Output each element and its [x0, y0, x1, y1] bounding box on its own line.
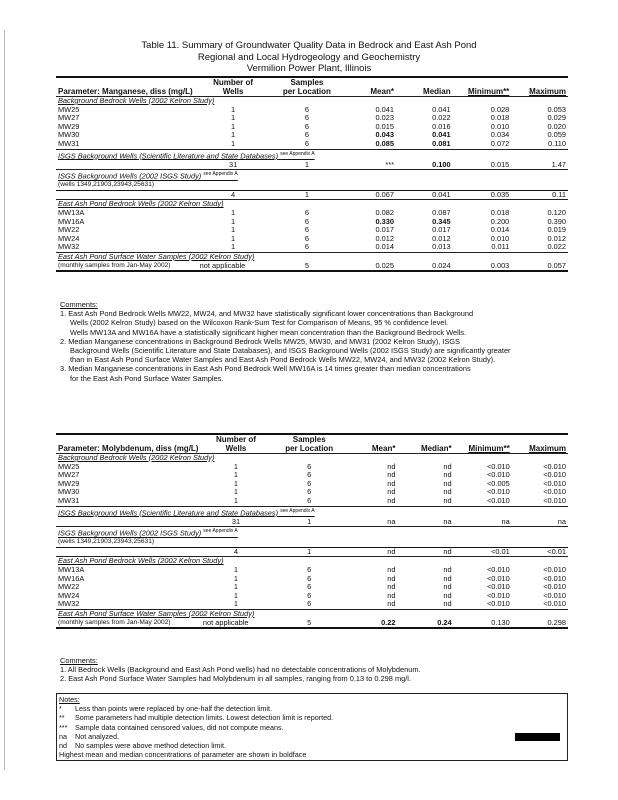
mean-value: 0.067: [375, 189, 394, 199]
well-id: MW22: [58, 225, 80, 235]
header-mean: Mean*: [370, 87, 394, 96]
well-id: MW30: [58, 487, 80, 497]
median-value: 0.345: [432, 216, 451, 226]
samples-count: 6: [307, 565, 312, 575]
mean-value: nd: [387, 461, 396, 471]
samples-count: 6: [304, 233, 309, 243]
median-value: 0.022: [432, 113, 451, 123]
parameter-label: Parameter: Molybdenum, diss (mg/L): [58, 444, 199, 453]
wells-count: 1: [231, 138, 236, 148]
mean-value: ***: [385, 159, 394, 169]
section-isgs-literature: [56, 149, 568, 161]
note-text: Not analyzed.: [75, 731, 119, 741]
mean-value: nd: [387, 565, 396, 575]
section-label: ISGS Background Wells (Scientific Literature and State Databases): [58, 151, 279, 161]
maximum-value: 0.110: [548, 138, 566, 148]
wells-count: 4: [231, 189, 236, 199]
mean-value: 0.041: [375, 104, 394, 114]
minimum-value: 0.028: [490, 104, 510, 114]
section-header: [56, 527, 568, 539]
well-id: MW32: [58, 599, 80, 609]
samples-count: 6: [304, 242, 309, 252]
samples-count: 6: [307, 461, 312, 471]
mean-value: nd: [387, 495, 396, 505]
median-value: 0.041: [432, 104, 451, 114]
header-median: Median: [423, 87, 451, 96]
mean-value: nd: [387, 470, 396, 480]
samples-count: 6: [307, 599, 312, 609]
maximum-value: <0.010: [543, 478, 566, 488]
median-value: 0.100: [432, 159, 451, 169]
appendix-reference: see Appendix A: [280, 150, 315, 157]
wells-count: 1: [233, 582, 239, 592]
manganese-comments: [60, 300, 580, 383]
well-id: MW30: [58, 130, 80, 140]
mean-value: 0.082: [375, 208, 394, 218]
note-1: [59, 704, 565, 713]
samples-count: 6: [307, 470, 312, 480]
section-surface-water: East Ash Pond Surface Water Samples (2002 Kelron Study): [56, 253, 568, 262]
median-value: 0.013: [432, 242, 451, 252]
minimum-value: <0.010: [486, 590, 510, 600]
section-label: ISGS Background Wells (2002 ISGS Study): [58, 528, 202, 538]
wells-count: 1: [231, 233, 236, 243]
samples-count: 6: [307, 582, 312, 592]
wells-count: 1: [233, 470, 239, 480]
maximum-value: <0.010: [543, 599, 566, 609]
well-id: MW24: [58, 233, 80, 243]
table-row: [56, 140, 568, 149]
samples-count: 6: [304, 138, 309, 148]
appendix-reference: see Appendix A: [280, 507, 315, 514]
minimum-value: 0.014: [490, 225, 510, 235]
well-id: [56, 518, 201, 527]
header-median: Median*: [420, 444, 452, 453]
maximum-value: <0.010: [543, 461, 566, 471]
comment-1: 1. All Bedrock Wells (Background and East Ash Pond wells) had no detectable concentrations of Molybdenum.: [60, 665, 421, 675]
wells-count: 1: [231, 208, 236, 218]
wells-count: 31: [228, 159, 238, 169]
appendix-reference: see Appendix A: [203, 528, 238, 535]
section-header: [56, 170, 568, 182]
section-label: ISGS Background Wells (2002 ISGS Study): [58, 171, 202, 181]
header-wells-2: Wells: [225, 444, 247, 453]
minimum-value: <0.010: [486, 565, 510, 575]
maximum-value: 0.020: [547, 121, 566, 131]
title-line-1: Table 11. Summary of Groundwater Quality Data in Bedrock and East Ash Pond: [141, 40, 477, 51]
minimum-value: <0.005: [486, 478, 510, 488]
note-2: [59, 713, 565, 722]
sampling-period: (monthly samples from Jan-May 2002): [58, 618, 171, 626]
notes-heading: Notes:: [59, 695, 80, 704]
samples-count: 6: [307, 573, 312, 583]
note-3: [59, 723, 565, 732]
median-value: 0.041: [432, 189, 451, 199]
mean-value: nd: [387, 599, 396, 609]
mean-value: nd: [387, 582, 396, 592]
header-row: [56, 434, 568, 444]
median-value: nd: [443, 478, 452, 488]
notes-box: [56, 693, 568, 761]
median-value: nd: [443, 546, 452, 556]
median-value: nd: [443, 470, 452, 480]
note-text: No samples were above method detection limit.: [75, 741, 227, 751]
maximum-value: 1.47: [551, 159, 566, 169]
median-value: 0.024: [432, 260, 451, 270]
comment-1: 1. East Ash Pond Bedrock Wells MW22, MW24, and MW32 have statistically significant lower concentrations than Background: [60, 309, 474, 319]
mean-value: 0.043: [375, 130, 394, 140]
maximum-value: 0.029: [547, 113, 566, 123]
header-samples-2: per Location: [282, 87, 331, 96]
wells-count: 1: [233, 573, 239, 583]
median-value: nd: [443, 565, 452, 575]
mean-value: nd: [387, 546, 396, 556]
samples-count: 1: [304, 189, 309, 199]
section-east-ash-pond-bedrock: East Ash Pond Bedrock Wells (2002 Kelron Study): [56, 200, 568, 209]
median-value: nd: [443, 487, 452, 497]
note-text: Some parameters had multiple detection limits. Lowest detection limit is reported.: [75, 713, 334, 723]
minimum-value: 0.018: [490, 208, 510, 218]
section-header: [56, 149, 568, 161]
table-row: [56, 161, 568, 170]
header-wells-2: Wells: [222, 87, 244, 96]
section-header: [56, 506, 568, 518]
minimum-value: <0.010: [486, 599, 510, 609]
molybdenum-table: [56, 433, 568, 629]
page-edge-line: [4, 30, 5, 770]
header-wells-1: Number of: [201, 434, 271, 444]
wells-count: not applicable: [199, 260, 246, 270]
wells-count: 4: [233, 546, 239, 556]
wells-count: 1: [233, 565, 239, 575]
section-surface-water: East Ash Pond Surface Water Samples (2002 Kelron Study): [56, 610, 568, 619]
minimum-value: 0.010: [490, 121, 510, 131]
minimum-value: 0.015: [490, 159, 510, 169]
mean-value: nd: [387, 590, 396, 600]
note-5: [59, 741, 565, 750]
header-minimum: Minimum**: [468, 444, 510, 453]
minimum-value: 0.034: [490, 130, 510, 140]
maximum-value: 0.012: [547, 233, 566, 243]
mean-value: na: [387, 516, 396, 526]
well-id: MW29: [58, 121, 80, 131]
median-value: 0.081: [432, 138, 451, 148]
minimum-value: 0.200: [490, 216, 510, 226]
note-text: Less than points were replaced by one-half the detection limit.: [75, 704, 272, 714]
maximum-value: 0.059: [547, 130, 566, 140]
samples-count: 6: [304, 113, 309, 123]
header-maximum: Maximum: [529, 444, 566, 453]
median-value: 0.24: [437, 617, 452, 627]
note-text: Sample data contained censored values, did not compute means.: [75, 722, 284, 732]
note-key: **: [59, 713, 65, 723]
section-background-bedrock: Background Bedrock Wells (2002 Kelron Study): [56, 97, 568, 106]
wells-count: 1: [233, 461, 239, 471]
wells-count: 1: [231, 216, 236, 226]
maximum-value: 0.057: [547, 260, 566, 270]
section-isgs-2002: [56, 170, 568, 182]
wells-count: 1: [233, 487, 239, 497]
minimum-value: <0.010: [486, 495, 510, 505]
section-isgs-2002: [56, 527, 568, 539]
note-key: na: [59, 731, 67, 741]
section-label: ISGS Background Wells (Scientific Literature and State Databases): [58, 508, 279, 518]
header-mean: Mean*: [371, 444, 396, 453]
well-id: MW25: [58, 104, 80, 114]
well-id: MW13A: [58, 208, 85, 218]
well-id: MW31: [58, 495, 80, 505]
maximum-value: <0.010: [543, 582, 566, 592]
maximum-value: <0.010: [543, 495, 566, 505]
median-value: 0.016: [432, 121, 451, 131]
minimum-value: 0.003: [490, 260, 510, 270]
minimum-value: 0.010: [490, 233, 510, 243]
comment-2: 2. Median Manganese concentrations in Background Bedrock Wells MW25, MW30, and MW31 (2002 Kelron Study), ISGS: [60, 336, 460, 346]
header-maximum: Maximum: [529, 87, 566, 96]
comments-heading: Comments:: [60, 656, 98, 665]
maximum-value: <0.01: [547, 546, 566, 556]
median-value: 0.087: [432, 208, 451, 218]
header-minimum: Minimum**: [467, 87, 510, 96]
samples-count: 6: [304, 130, 309, 140]
header-samples-2: per Location: [285, 444, 334, 453]
well-id: MW24: [58, 590, 80, 600]
mean-value: nd: [387, 487, 396, 497]
samples-count: 1: [304, 159, 309, 169]
wells-count: 1: [231, 121, 236, 131]
median-value: nd: [443, 590, 452, 600]
comment-3-cont: for the East Ash Pond Surface Water Samples.: [70, 373, 224, 383]
median-value: nd: [443, 573, 452, 583]
maximum-value: <0.010: [543, 487, 566, 497]
table-title: [0, 40, 618, 75]
minimum-value: <0.010: [486, 582, 510, 592]
maximum-value: 0.298: [547, 617, 566, 627]
well-id: MW31: [58, 138, 80, 148]
section-east-ash-pond-bedrock: East Ash Pond Bedrock Wells (2002 Kelron Study): [56, 557, 568, 566]
mean-value: 0.017: [375, 225, 394, 235]
note-6: Highest mean and median concentrations of parameter are shown in boldface: [59, 750, 307, 760]
minimum-value: <0.010: [486, 470, 510, 480]
maximum-value: <0.010: [543, 565, 566, 575]
comment-2-cont: Background Wells (Scientific Literature and State Databases), and ISGS Background Wells (2002 ISGS Study) are significantly greater: [70, 346, 511, 356]
minimum-value: <0.01: [491, 546, 510, 556]
minimum-value: <0.010: [486, 487, 510, 497]
samples-count: 5: [307, 617, 312, 627]
table-row: [56, 262, 568, 272]
comments-heading: Comments:: [60, 300, 98, 309]
well-id: MW13A: [58, 565, 85, 575]
samples-count: 6: [304, 104, 309, 114]
minimum-value: 0.130: [491, 617, 510, 627]
median-value: nd: [443, 461, 452, 471]
wells-list: (wells 1349,21903,23943,25631): [56, 538, 568, 547]
samples-count: 6: [304, 121, 309, 131]
median-value: 0.017: [432, 225, 451, 235]
samples-count: 6: [307, 590, 312, 600]
well-id: MW22: [58, 582, 80, 592]
header-samples-1: Samples: [268, 77, 345, 87]
maximum-value: 0.022: [547, 242, 566, 252]
wells-count: 1: [231, 225, 236, 235]
maximum-value: 0.053: [547, 104, 566, 114]
well-id: MW25: [58, 461, 80, 471]
header-row: [56, 77, 568, 87]
mean-value: 0.025: [375, 260, 394, 270]
mean-value: 0.012: [375, 233, 394, 243]
header-samples-1: Samples: [271, 434, 347, 444]
samples-count: 6: [304, 225, 309, 235]
wells-count: 1: [233, 590, 239, 600]
wells-count: 1: [233, 495, 239, 505]
samples-count: 6: [307, 478, 312, 488]
redaction-bar: [515, 733, 560, 741]
mean-value: 0.014: [375, 242, 394, 252]
minimum-value: 0.018: [490, 113, 510, 123]
minimum-value: 0.072: [490, 138, 510, 148]
median-value: 0.012: [432, 233, 451, 243]
mean-value: 0.023: [375, 113, 394, 123]
maximum-value: <0.010: [543, 590, 566, 600]
table-row: [56, 619, 568, 629]
section-isgs-literature: [56, 506, 568, 518]
wells-count: not applicable: [202, 617, 249, 627]
mean-value: 0.330: [375, 216, 394, 226]
section-background-bedrock: Background Bedrock Wells (2002 Kelron Study): [56, 454, 568, 463]
maximum-value: 0.390: [547, 216, 566, 226]
samples-count: 6: [304, 208, 309, 218]
well-id: MW27: [58, 113, 80, 123]
parameter-label: Parameter: Manganese, diss (mg/L): [58, 87, 193, 96]
samples-count: 1: [307, 546, 312, 556]
well-id: MW32: [58, 242, 80, 252]
minimum-value: 0.011: [491, 242, 510, 252]
minimum-value: <0.010: [486, 573, 510, 583]
comment-1-cont: Wells MW13A and MW16A have a statistically significant higher mean concentration than the Background Bedrock Wells.: [70, 327, 467, 337]
median-value: na: [443, 516, 452, 526]
wells-count: 1: [231, 242, 236, 252]
wells-count: 1: [233, 599, 239, 609]
title-line-3: Vermilion Power Plant, Illinois: [246, 63, 372, 74]
well-id: MW29: [58, 478, 80, 488]
well-id: MW16A: [58, 216, 85, 226]
note-key: *: [59, 704, 62, 714]
section-subheader: [56, 181, 568, 190]
mean-value: 0.015: [375, 121, 394, 131]
maximum-value: <0.010: [543, 573, 566, 583]
table-row: [56, 497, 568, 506]
appendix-reference: see Appendix A: [203, 171, 238, 178]
well-id: [56, 161, 198, 170]
section-subheader: [56, 538, 568, 547]
comment-1-cont: Wells (2002 Kelron Study) based on the Wilcoxon Rank-Sum Test for Comparison of Means, 95 % confidence level.: [70, 318, 449, 328]
median-value: 0.041: [432, 130, 451, 140]
maximum-value: <0.010: [543, 470, 566, 480]
samples-count: 6: [307, 495, 312, 505]
manganese-table: [56, 76, 568, 272]
sampling-period: (monthly samples from Jan-May 2002): [58, 261, 171, 269]
mean-value: 0.22: [381, 617, 396, 627]
samples-count: 5: [304, 260, 309, 270]
samples-count: 1: [307, 516, 312, 526]
table-row: [56, 518, 568, 527]
well-id: MW16A: [58, 573, 85, 583]
wells-count: 31: [231, 516, 241, 526]
maximum-value: 0.019: [547, 225, 566, 235]
median-value: nd: [443, 599, 452, 609]
title-line-2: Regional and Local Hydrogeology and Geochemistry: [197, 51, 421, 63]
maximum-value: na: [557, 516, 566, 526]
comment-2: 2. East Ash Pond Surface Water Samples had Molybdenum in all samples, ranging from 0.13 to 0.298 mg/l.: [60, 674, 411, 684]
comment-2-cont: than in East Ash Pond Surface Water Samples and East Ash Pond Bedrock Wells MW22, MW24, and MW32 (2002 Kelron Study).: [70, 355, 496, 365]
maximum-value: 0.11: [552, 189, 566, 199]
note-key: nd: [59, 741, 67, 751]
note-4: [59, 732, 565, 741]
wells-count: 1: [233, 478, 239, 488]
mean-value: nd: [387, 478, 396, 488]
samples-count: 6: [307, 487, 312, 497]
minimum-value: <0.010: [486, 461, 510, 471]
mean-value: 0.085: [375, 138, 394, 148]
wells-list: (wells 1349,21903,23943,25631): [56, 181, 568, 190]
wells-count: 1: [231, 113, 236, 123]
minimum-value: na: [501, 516, 510, 526]
header-wells-1: Number of: [198, 77, 269, 87]
median-value: nd: [443, 495, 452, 505]
wells-count: 1: [231, 130, 236, 140]
maximum-value: 0.120: [547, 208, 566, 218]
well-id: MW27: [58, 470, 80, 480]
molybdenum-comments: [60, 656, 580, 684]
comment-3: 3. Median Manganese concentrations in East Ash Pond Bedrock Well MW16A is 14 times greater than median concentrations: [60, 364, 471, 374]
wells-count: 1: [231, 104, 236, 114]
note-key: ***: [59, 722, 68, 732]
mean-value: nd: [387, 573, 396, 583]
minimum-value: 0.035: [490, 189, 510, 199]
samples-count: 6: [304, 216, 309, 226]
median-value: nd: [443, 582, 452, 592]
